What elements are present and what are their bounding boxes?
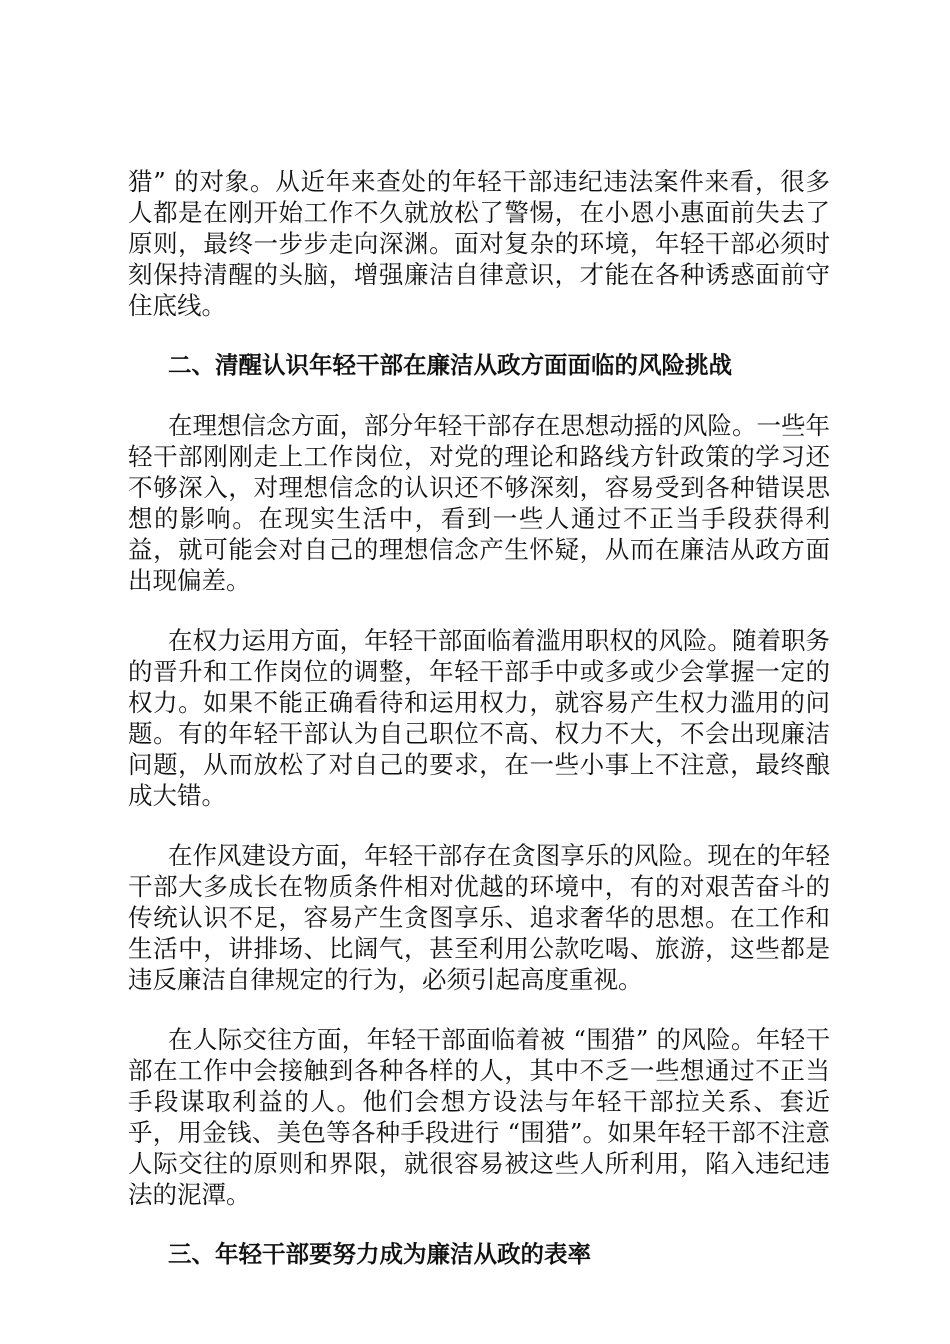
section-heading-two: 二、清醒认识年轻干部在廉洁从政方面面临的风险挑战	[168, 351, 732, 379]
paragraph-relationships: 在人际交往方面，年轻干部面临着被 “围猎” 的风险。年轻干部在工作中会接触到各种各样的人，其中不乏一些想通过不正当手段谋取利益的人。他们会想方设法与年轻干部拉关系、套近乎，用金钱、美色等各种手段进行 “围猎”。如果年轻干部不注意人际交往的原则和界限，就很容易被这些人所利用，陷入违纪违法的泥潭。	[128, 1025, 830, 1209]
paragraph-ideals: 在理想信念方面，部分年轻干部存在思想动摇的风险。一些年轻干部刚刚走上工作岗位，对党的理论和路线方针政策的学习还不够深入，对理想信念的认识还不够深刻，容易受到各种错误思想的影响。在现实生活中，看到一些人通过不正当手段获得利益，就可能会对自己的理想信念产生怀疑，从而在廉洁从政方面出现偏差。	[128, 411, 830, 595]
paragraph-power: 在权力运用方面，年轻干部面临着滥用职权的风险。随着职务的晋升和工作岗位的调整，年轻干部手中或多或少会掌握一定的权力。如果不能正确看待和运用权力，就容易产生权力滥用的问题。有的年轻干部认为自己职位不高、权力不大，不会出现廉洁问题，从而放松了对自己的要求，在一些小事上不注意，最终酿成大错。	[128, 626, 830, 810]
document-body	[128, 166, 830, 1299]
section-heading-three: 三、年轻干部要努力成为廉洁从政的表率	[168, 1240, 591, 1268]
paragraph-continuation: 猎” 的对象。从近年来查处的年轻干部违纪违法案件来看，很多人都是在刚开始工作不久就放松了警惕，在小恩小惠面前失去了原则，最终一步步走向深渊。面对复杂的环境，年轻干部必须时刻保持清醒的头脑，增强廉洁自律意识，才能在各种诱惑面前守住底线。	[128, 167, 830, 320]
paragraph-conduct: 在作风建设方面，年轻干部存在贪图享乐的风险。现在的年轻干部大多成长在物质条件相对优越的环境中，有的对艰苦奋斗的传统认识不足，容易产生贪图享乐、追求奢华的思想。在工作和生活中，讲排场、比阔气，甚至利用公款吃喝、旅游，这些都是违反廉洁自律规定的行为，必须引起高度重视。	[128, 841, 830, 994]
